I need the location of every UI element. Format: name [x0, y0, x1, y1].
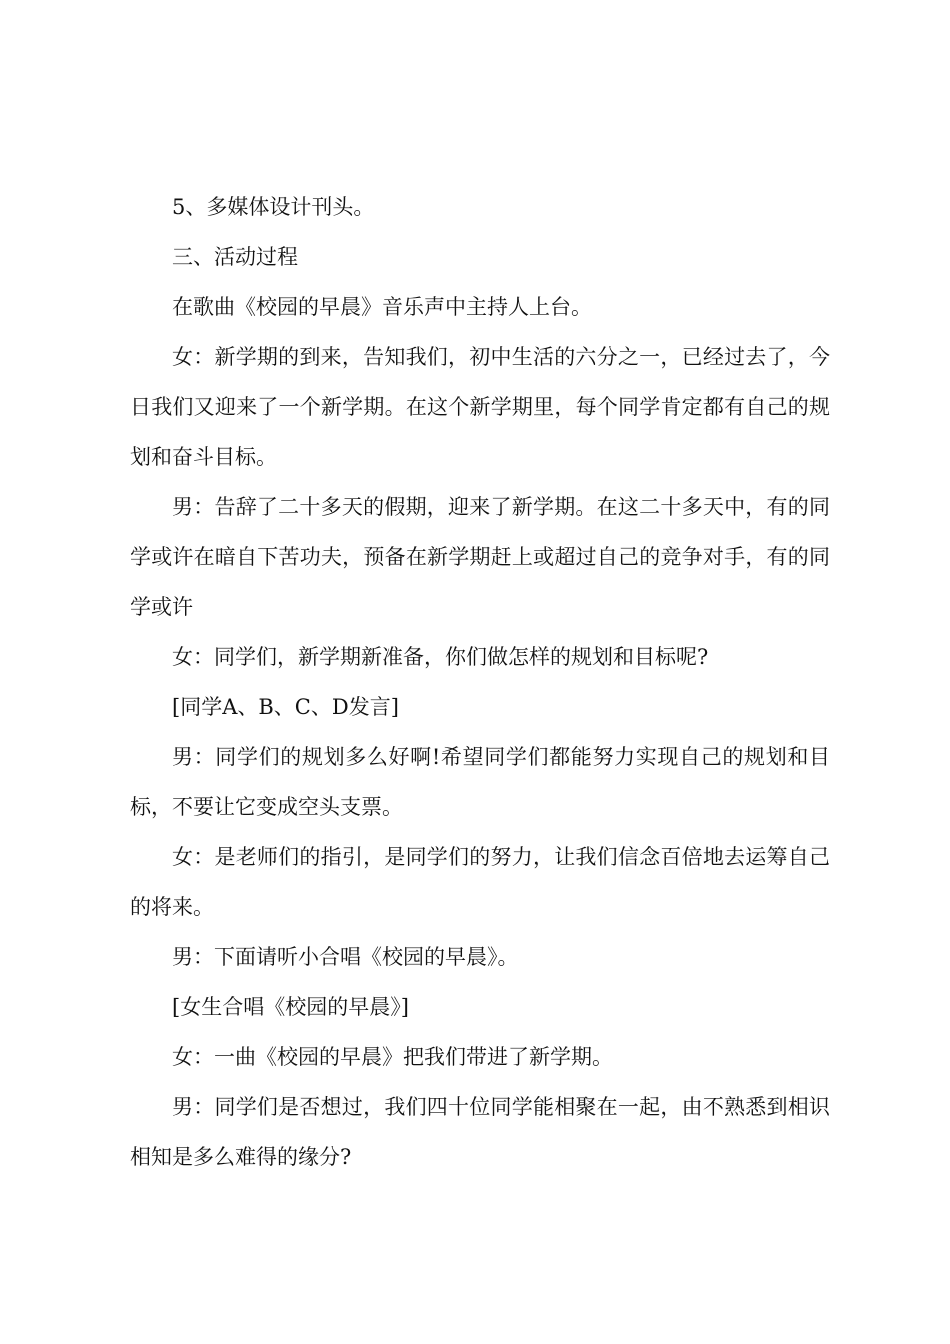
- paragraph-female-2: 女：同学们，新学期新准备，你们做怎样的规划和目标呢?: [172, 645, 709, 669]
- paragraph-male-2: 男：同学们的规划多么好啊!希望同学们都能努力实现自己的规划和目标，不要让它变成空头支票。: [130, 745, 830, 819]
- paragraph-male-3: 男：下面请听小合唱《校园的早晨》。: [172, 945, 519, 969]
- paragraph-host-enter: 在歌曲《校园的早晨》音乐声中主持人上台。: [172, 295, 592, 319]
- section-heading-activity-process: 三、活动过程: [172, 245, 298, 269]
- paragraph-female-4: 女：一曲《校园的早晨》把我们带进了新学期。: [172, 1045, 613, 1069]
- paragraph-item-5: 5、多媒体设计刊头。: [172, 195, 375, 219]
- document-body: [130, 182, 830, 1182]
- paragraph-male-1: 男：告辞了二十多天的假期，迎来了新学期。在这二十多天中，有的同学或许在暗自下苦功夫，预备在新学期赶上或超过自己的竞争对手，有的同学或许: [130, 495, 830, 619]
- paragraph-male-4: 男：同学们是否想过，我们四十位同学能相聚在一起，由不熟悉到相识相知是多么难得的缘分?: [130, 1095, 830, 1169]
- paragraph-chorus: [女生合唱《校园的早晨》]: [172, 995, 409, 1019]
- paragraph-female-3: 女：是老师们的指引，是同学们的努力，让我们信念百倍地去运筹自己的将来。: [130, 845, 830, 919]
- paragraph-female-1: 女：新学期的到来，告知我们，初中生活的六分之一，已经过去了，今日我们又迎来了一个新学期。在这个新学期里，每个同学肯定都有自己的规划和奋斗目标。: [130, 345, 830, 469]
- paragraph-student-speech: [同学A、B、C、D发言]: [172, 695, 399, 719]
